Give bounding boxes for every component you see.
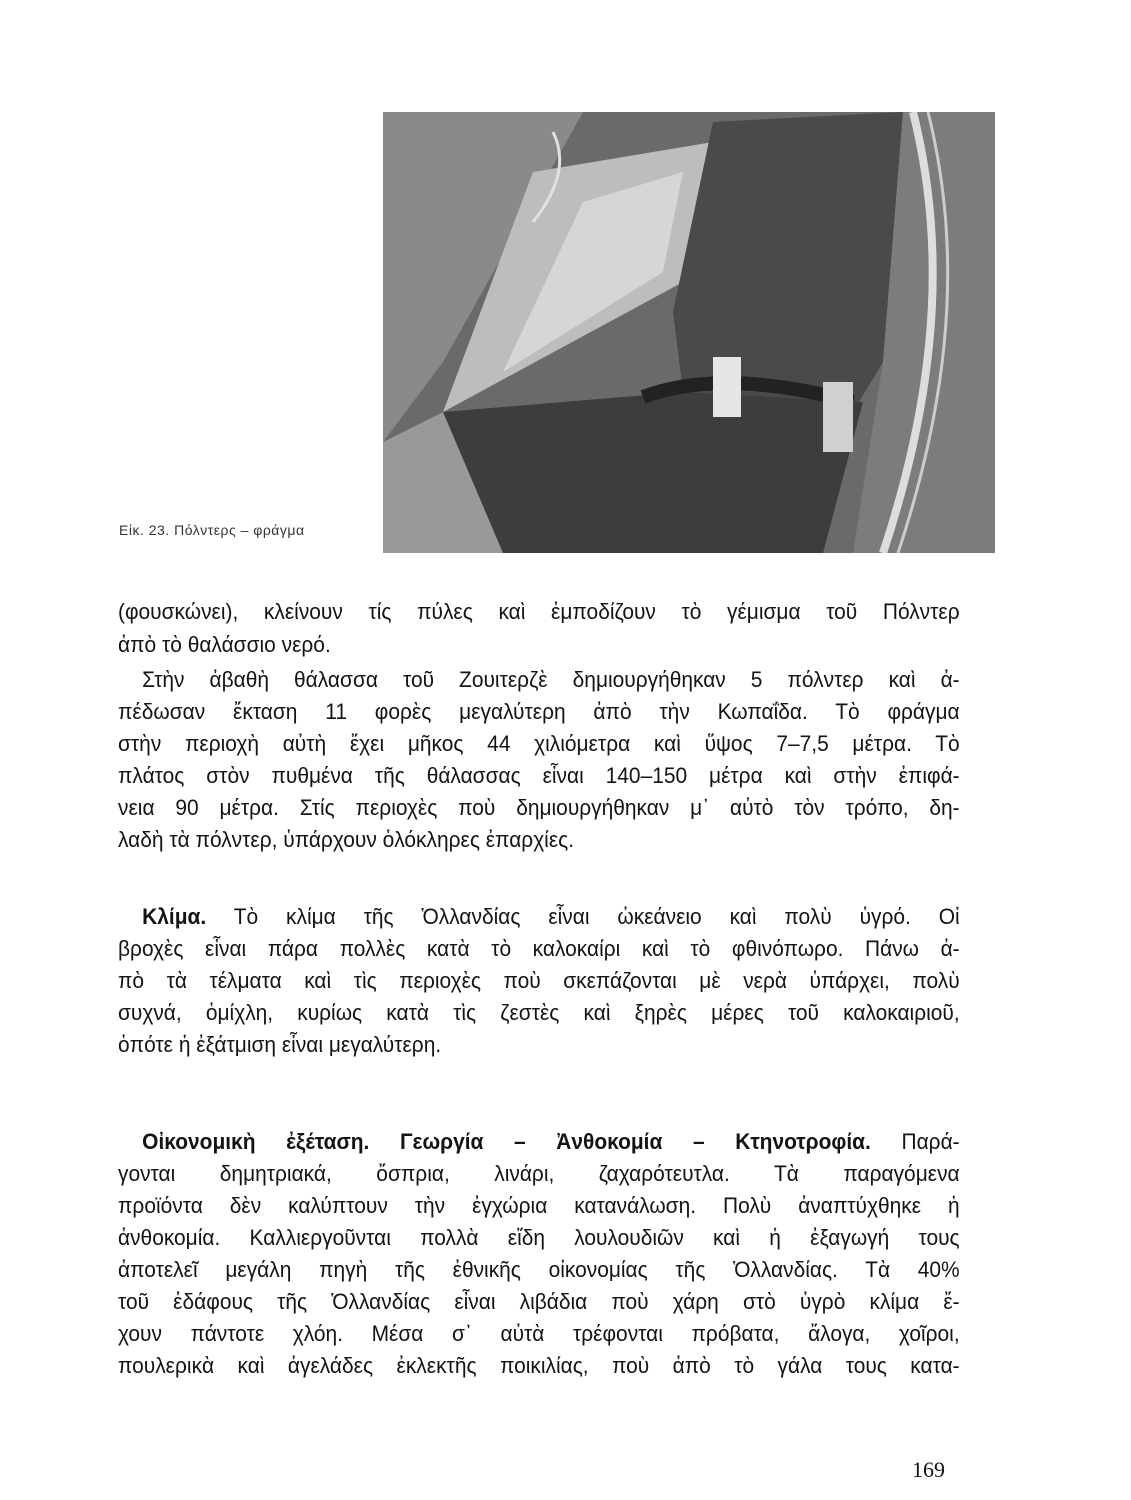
dam-aerial-photo xyxy=(383,112,995,553)
economy-first-line xyxy=(118,1127,960,1157)
text-line: Παρά- xyxy=(901,1129,960,1154)
page-number: 169 xyxy=(912,1457,945,1482)
text-line: γονται δημητριακά, ὄσπρια, λινάρι, ζαχαρότευτλα. Τὰ παραγόμενα xyxy=(118,1161,960,1186)
text-line: νεια 90 μέτρα. Στίς περιοχὲς ποὺ δημιουργήθηκαν μ᾽ αὐτὸ τὸν τρόπο, δη- xyxy=(118,795,960,820)
text-line: Στὴν ἀβαθὴ θάλασσα τοῦ Ζουιτερζὲ δημιουργήθηκαν 5 πόλντερ καὶ ἀ- xyxy=(142,667,960,692)
text-line: βροχὲς εἶναι πάρα πολλὲς κατὰ τὸ καλοκαίρι καὶ τὸ φθινόπωρο. Πάνω ἀ- xyxy=(118,936,960,961)
text-line: προϊόντα δὲν καλύπτουν τὴν ἐγχώρια κατανάλωση. Πολὺ ἀναπτύχθηκε ἡ xyxy=(118,1193,960,1218)
text-line: πὸ τὰ τέλματα καὶ τὶς περιοχὲς ποὺ σκεπάζονται μὲ νερὰ ὑπάρχει, πολὺ xyxy=(118,968,960,993)
text-line: ἀπὸ τὸ θαλάσσιο νερό. xyxy=(118,632,331,657)
text-line: τοῦ ἐδάφους τῆς Ὁλλανδίας εἶναι λιβάδια ποὺ χάρη στὸ ὑγρὸ κλίμα ἔ- xyxy=(118,1289,960,1314)
climate-heading: Κλίμα. xyxy=(142,904,207,929)
climate-first-line xyxy=(118,902,960,932)
text-line: λαδὴ τὰ πόλντερ, ὑπάρχουν ὁλόκληρες ἐπαρχίες. xyxy=(118,827,575,852)
text-line: στὴν περιοχὴ αὐτὴ ἔχει μῆκος 44 χιλιόμετρα καὶ ὕψος 7–7,5 μέτρα. Τὸ xyxy=(118,731,960,756)
text-line: χουν πάντοτε χλόη. Μέσα σ᾽ αὐτὰ τρέφονται πρόβατα, ἄλογα, χοῖροι, xyxy=(118,1321,960,1346)
text-line: Τὸ κλίμα τῆς Ὁλλανδίας εἶναι ὠκεάνειο καὶ πολὺ ὑγρό. Οἱ xyxy=(233,904,960,929)
text-line: (φουσκώνει), κλείνουν τίς πύλες καὶ ἐμποδίζουν τὸ γέμισμα τοῦ Πόλντερ xyxy=(118,599,960,624)
economy-heading: Οἰκονομικὴ ἐξέταση. Γεωργία – Ἀνθοκομία – Κτηνοτροφία. xyxy=(142,1129,871,1154)
figure-caption: Εἰκ. 23. Πόλντερς – φράγμα xyxy=(119,522,305,538)
text-line: ἀνθοκομία. Καλλιεργοῦνται πολλὰ εἴδη λουλουδιῶν καὶ ἡ ἐξαγωγή τους xyxy=(118,1225,960,1250)
text-line: πέδωσαν ἔκταση 11 φορὲς μεγαλύτερη ἀπὸ τὴν Κωπαΐδα. Τὸ φράγμα xyxy=(118,699,960,724)
text-line: πλάτος στὸν πυθμένα τῆς θάλασσας εἶναι 140–150 μέτρα καὶ στὴν ἐπιφά- xyxy=(118,763,960,788)
text-line: ἀποτελεῖ μεγάλη πηγὴ τῆς ἐθνικῆς οἰκονομίας τῆς Ὁλλανδίας. Τὰ 40% xyxy=(118,1257,960,1282)
text-line: συχνά, ὁμίχλη, κυρίως κατὰ τὶς ζεστὲς καὶ ξηρὲς μέρες τοῦ καλοκαιριοῦ, xyxy=(118,1000,960,1025)
text-line: πουλερικὰ καὶ ἀγελάδες ἐκλεκτῆς ποικιλίας, ποὺ ἀπὸ τὸ γάλα τους κατα- xyxy=(118,1353,960,1378)
text-line: ὁπότε ἡ ἐξάτμιση εἶναι μεγαλύτερη. xyxy=(118,1032,442,1057)
